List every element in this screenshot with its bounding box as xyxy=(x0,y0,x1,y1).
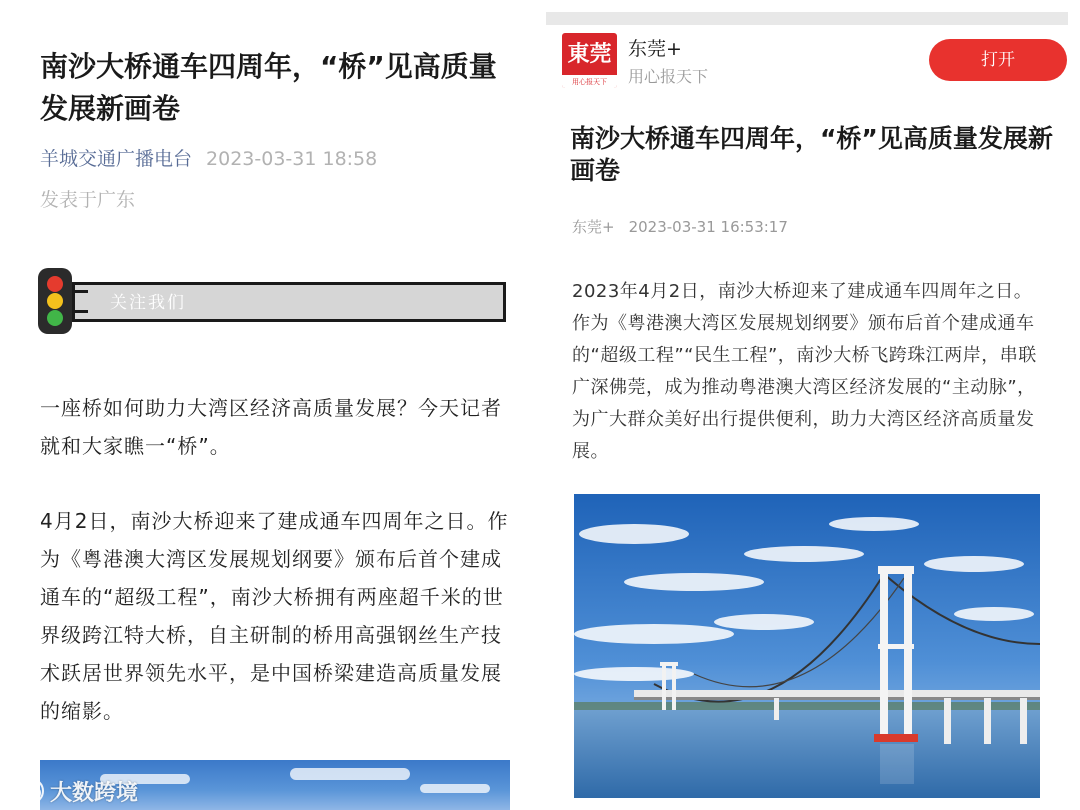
article-date: 2023-03-31 16:53:17 xyxy=(628,218,788,236)
article-meta xyxy=(40,146,377,172)
article-meta xyxy=(572,216,788,237)
brand-infinity-icon xyxy=(8,778,44,804)
article-source-link[interactable]: 羊城交通广播电台 xyxy=(40,148,193,170)
app-slogan: 用心报天下 xyxy=(628,67,709,86)
app-logo-sub: 用心报天下 xyxy=(572,78,607,86)
article-date: 2023-03-31 18:58 xyxy=(206,148,378,170)
traffic-light-icon xyxy=(38,268,72,334)
app-logo[interactable] xyxy=(562,33,617,88)
article-paragraph: 2023年4月2日，南沙大桥迎来了建成通车四周年之日。作为《粤港澳大湾区发展规划纲要》颁布后首个建成通车的“超级工程”“民生工程”，南沙大桥飞跨珠江两岸，串联广深佛莞，成为推动粤港澳大湾区经济发展的“主动脉”，为广大群众美好出行提供便利，助力大湾区经济高质量发展。 xyxy=(572,281,1037,462)
app-logo-glyph: 東莞 xyxy=(567,41,612,67)
watermark-text: 大数跨境 xyxy=(50,780,139,806)
app-name: 东莞+ xyxy=(628,38,682,60)
follow-us-label: 关注我们 xyxy=(110,293,186,313)
open-app-button[interactable]: 打开 xyxy=(929,39,1067,81)
bridge-photo xyxy=(574,494,1040,798)
article-source: 东莞+ xyxy=(572,218,615,236)
article-title: 南沙大桥通车四周年，“桥”见高质量发展新画卷 xyxy=(570,124,1053,185)
right-app-panel xyxy=(546,0,1080,810)
article-title: 南沙大桥通车四周年，“桥”见高质量发展新画卷 xyxy=(40,50,497,125)
follow-us-banner[interactable] xyxy=(38,268,508,334)
bridge-illustration xyxy=(574,494,1040,798)
article-paragraph: 4月2日，南沙大桥迎来了建成通车四周年之日。作为《粤港澳大湾区发展规划纲要》颁布后首个建成通车的“超级工程”，南沙大桥拥有两座超千米的世界级跨江特大桥，自主研制的桥用高强钢丝生产技术跃居世界领先水平，是中国桥梁建造高质量发展的缩影。 xyxy=(40,509,509,723)
watermark xyxy=(8,776,138,806)
top-status-bar xyxy=(546,12,1068,25)
article-location: 发表于广东 xyxy=(40,189,136,211)
article-paragraph: 一座桥如何助力大湾区经济高质量发展？今天记者就和大家瞧一“桥”。 xyxy=(40,396,502,458)
